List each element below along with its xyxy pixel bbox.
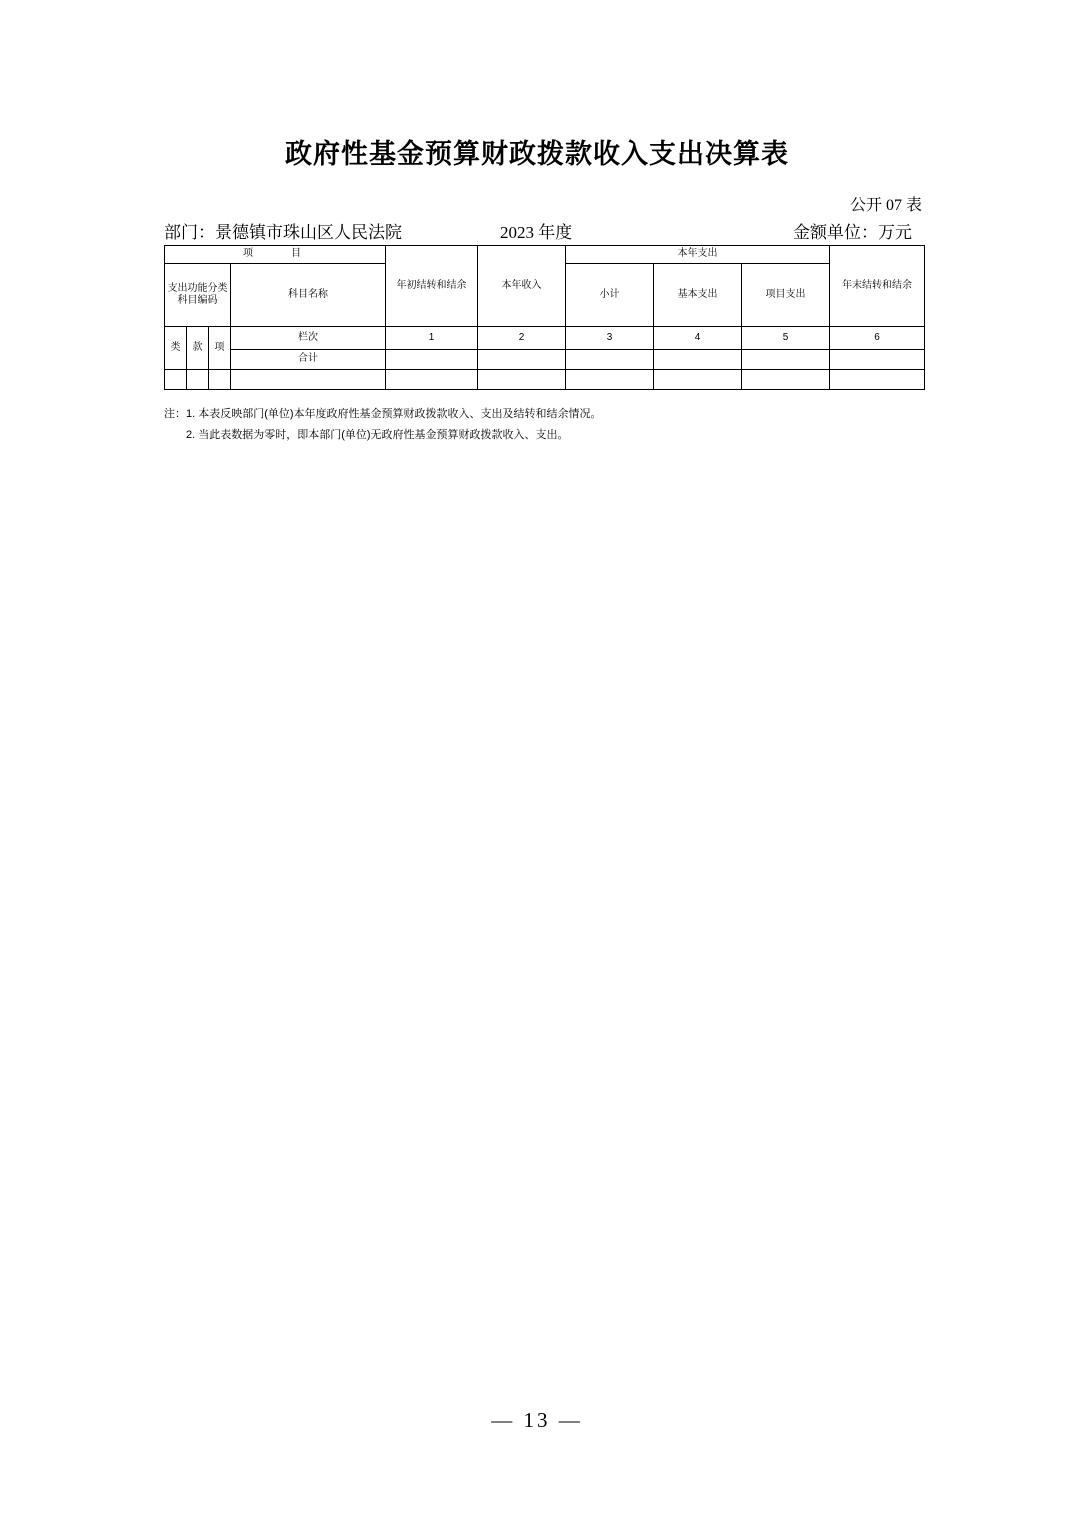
header-item-group: 项 目	[165, 246, 386, 264]
note-1: 注：1. 本表反映部门(单位)本年度政府性基金预算财政拨款收入、支出及结转和结余情况。	[164, 408, 602, 420]
total-value-4	[654, 350, 742, 370]
header-class-col: 类	[165, 327, 187, 370]
sheet-number: 公开 07 表	[849, 197, 922, 214]
blank-value-3	[566, 370, 654, 390]
page-number: — 13 —	[491, 1408, 583, 1432]
header-year-income: 本年收入	[478, 246, 566, 327]
department-label: 部门：景德镇市珠山区人民法院	[164, 223, 402, 242]
rank-col-3: 3	[566, 327, 654, 350]
amount-unit-label: 金额单位：万元	[793, 223, 912, 242]
blank-value-5	[742, 370, 830, 390]
rank-row-label: 栏次	[231, 327, 386, 350]
header-year-expense-group: 本年支出	[566, 246, 830, 264]
blank-value-4	[654, 370, 742, 390]
blank-value-2	[478, 370, 566, 390]
table-total-row	[165, 350, 925, 370]
total-value-3	[566, 350, 654, 370]
table-header-row-1	[165, 246, 925, 264]
total-value-2	[478, 350, 566, 370]
rank-col-4: 4	[654, 327, 742, 350]
budget-table	[164, 245, 925, 390]
total-value-5	[742, 350, 830, 370]
header-begin-balance: 年初结转和结余	[386, 246, 478, 327]
header-basic-expense: 基本支出	[654, 264, 742, 327]
rank-col-6: 6	[830, 327, 925, 350]
header-subject-name: 科目名称	[231, 264, 386, 327]
header-item-col: 项	[209, 327, 231, 370]
header-project-expense: 项目支出	[742, 264, 830, 327]
blank-value-6	[830, 370, 925, 390]
blank-item	[209, 370, 231, 390]
blank-section	[187, 370, 209, 390]
header-function-code: 支出功能分类科目编码	[165, 264, 231, 327]
table-notes	[164, 404, 924, 446]
header-subtotal: 小计	[566, 264, 654, 327]
rank-col-1: 1	[386, 327, 478, 350]
blank-name	[231, 370, 386, 390]
rank-col-2: 2	[478, 327, 566, 350]
table-row	[165, 370, 925, 390]
total-value-1	[386, 350, 478, 370]
total-row-label: 合计	[231, 350, 386, 370]
page-title: 政府性基金预算财政拨款收入支出决算表	[285, 139, 789, 169]
year-label: 2023 年度	[500, 223, 573, 242]
blank-value-1	[386, 370, 478, 390]
header-end-balance: 年末结转和结余	[830, 246, 925, 327]
meta-row	[164, 218, 912, 240]
note-2: 2. 当此表数据为零时，即本部门(单位)无政府性基金预算财政拨款收入、支出。	[186, 428, 569, 441]
total-value-6	[830, 350, 925, 370]
rank-col-5: 5	[742, 327, 830, 350]
header-section-col: 款	[187, 327, 209, 370]
table-rank-row	[165, 327, 925, 350]
blank-class	[165, 370, 187, 390]
